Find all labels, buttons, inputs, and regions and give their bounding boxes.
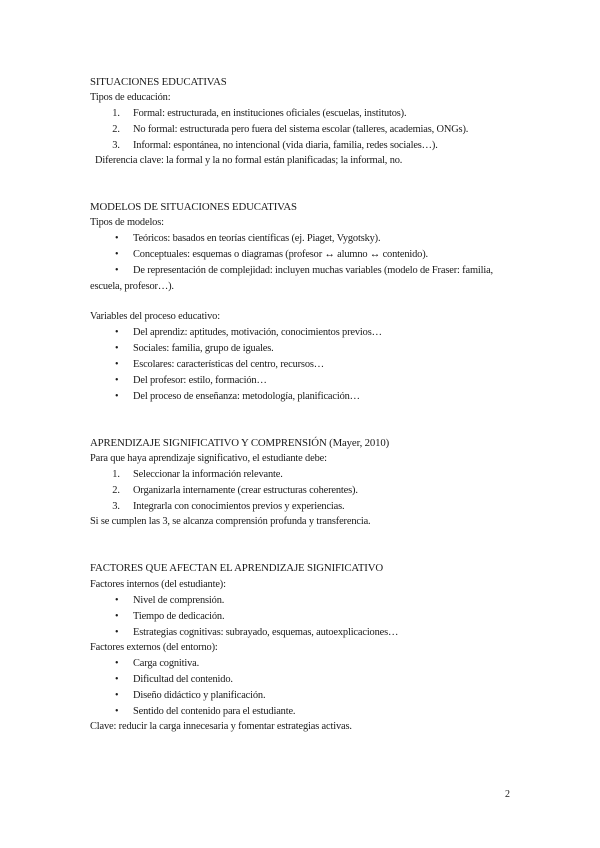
list-item: Informal: espontánea, no intencional (vida diaria, familia, redes sociales…).: [133, 140, 438, 151]
list-item: No formal: estructurada pero fuera del sistema escolar (talleres, academias, ONGs).: [133, 124, 469, 135]
list-item: Del proceso de enseñanza: metodología, planificación…: [133, 391, 360, 402]
bullet-icon: •: [115, 658, 119, 669]
list-item: Conceptuales: esquemas o diagramas (profesor ↔ alumno ↔ contenido).: [133, 249, 428, 260]
bullet-icon: •: [115, 375, 119, 386]
list-item: Del profesor: estilo, formación…: [133, 375, 267, 386]
list-item: Sentido del contenido para el estudiante.: [133, 706, 296, 717]
bullet-icon: •: [115, 265, 119, 276]
section-intro: Tipos de modelos:: [90, 217, 164, 228]
section-intro: Variables del proceso educativo:: [90, 311, 220, 322]
bullet-icon: •: [115, 233, 119, 244]
list-number: 3.: [112, 140, 120, 151]
list-item: Diseño didáctico y planificación.: [133, 690, 266, 701]
list-item: Dificultad del contenido.: [133, 674, 233, 685]
list-item: Nivel de comprensión.: [133, 595, 225, 606]
list-item: Escolares: características del centro, recursos…: [133, 359, 324, 370]
list-item: Tiempo de dedicación.: [133, 611, 225, 622]
bullet-icon: •: [115, 690, 119, 701]
section-note: Si se cumplen las 3, se alcanza comprensión profunda y transferencia.: [90, 516, 371, 527]
list-number: 1.: [112, 108, 120, 119]
section-intro: Tipos de educación:: [90, 92, 171, 103]
list-number: 1.: [112, 469, 120, 480]
bullet-icon: •: [115, 343, 119, 354]
list-item: Carga cognitiva.: [133, 658, 200, 669]
list-item: Organizarla internamente (crear estructuras coherentes).: [133, 485, 358, 496]
section-intro: Factores externos (del entorno):: [90, 642, 218, 653]
bullet-icon: •: [115, 706, 119, 717]
section-title-modelos: MODELOS DE SITUACIONES EDUCATIVAS: [90, 201, 297, 213]
list-item: Teóricos: basados en teorías científicas (ej. Piaget, Vygotsky).: [133, 233, 381, 244]
section-note: Clave: reducir la carga innecesaria y fomentar estrategias activas.: [90, 721, 352, 732]
list-number: 3.: [112, 501, 120, 512]
section-title-factores: FACTORES QUE AFECTAN EL APRENDIZAJE SIGNIFICATIVO: [90, 562, 384, 574]
list-item: Seleccionar la información relevante.: [133, 469, 283, 480]
list-item: Formal: estructurada, en instituciones oficiales (escuelas, institutos).: [133, 108, 407, 119]
section-intro: Factores internos (del estudiante):: [90, 579, 226, 590]
section-note: Diferencia clave: la formal y la no formal están planificadas; la informal, no.: [95, 155, 403, 166]
bullet-icon: •: [115, 327, 119, 338]
section-title-situaciones: SITUACIONES EDUCATIVAS: [90, 76, 227, 88]
list-item: Sociales: familia, grupo de iguales.: [133, 343, 274, 354]
list-number: 2.: [112, 124, 120, 135]
bullet-icon: •: [115, 674, 119, 685]
bullet-icon: •: [115, 627, 119, 638]
bullet-icon: •: [115, 359, 119, 370]
list-item: De representación de complejidad: incluyen muchas variables (modelo de Fraser: familia,: [133, 265, 494, 276]
list-item-continuation: escuela, profesor…).: [90, 281, 174, 292]
page-number: 2: [505, 789, 510, 800]
bullet-icon: •: [115, 249, 119, 260]
list-number: 2.: [112, 485, 120, 496]
bullet-icon: •: [115, 611, 119, 622]
list-item: Estrategias cognitivas: subrayado, esquemas, autoexplicaciones…: [133, 627, 399, 638]
list-item: Del aprendiz: aptitudes, motivación, conocimientos previos…: [133, 327, 382, 338]
bullet-icon: •: [115, 595, 119, 606]
bullet-icon: •: [115, 391, 119, 402]
section-intro: Para que haya aprendizaje significativo, el estudiante debe:: [90, 453, 327, 464]
section-title-aprendizaje: APRENDIZAJE SIGNIFICATIVO Y COMPRENSIÓN (Mayer, 2010): [90, 437, 390, 449]
list-item: Integrarla con conocimientos previos y experiencias.: [133, 501, 345, 512]
